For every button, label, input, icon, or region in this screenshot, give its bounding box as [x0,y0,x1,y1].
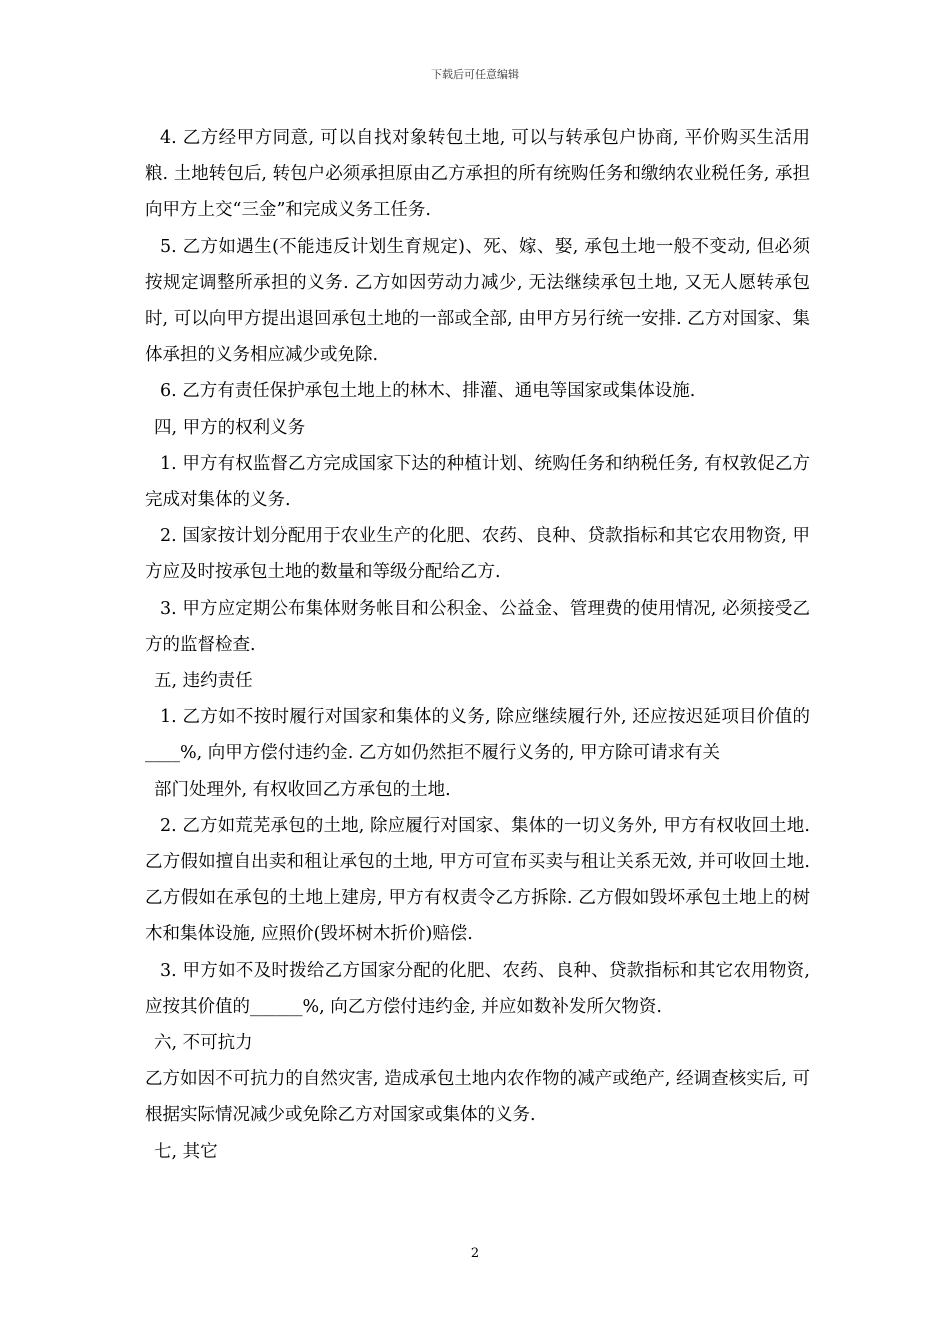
clause-4-1: 1. 甲方有权监督乙方完成国家下达的种植计划、统购任务和纳税任务, 有权敦促乙方完成对集体的义务. [145,453,810,511]
clause-6-body: 乙方如因不可抗力的自然灾害, 造成承包土地内农作物的减产或绝产, 经调查核实后, 可根据实际情况减少或免除乙方对国家或集体的义务. [145,1069,810,1126]
page-header: 下载后可任意编辑 [431,68,519,81]
section-heading-6: 六, 不可抗力 [154,1033,253,1054]
section-heading-4: 四, 甲方的权利义务 [154,417,306,438]
clause-3-5: 5. 乙方如遇生(不能违反计划生育规定)、死、嫁、娶, 承包土地一般不变动, 但必须按规定调整所承担的义务. 乙方如因劳动力减少, 无法继续承包土地, 又无人愿转承包时, 可以向甲方提出退回承包土地的一部或全部, 由甲方另行统一安排. 乙方对国家、集体承担的义务相应减少或免除. [145,236,810,366]
page-number: 2 [470,1246,480,1261]
section-heading-7: 七, 其它 [154,1141,218,1162]
clause-4-2: 2. 国家按计划分配用于农业生产的化肥、农药、良种、贷款指标和其它农用物资, 甲方应及时按承包土地的数量和等级分配给乙方. [145,526,810,583]
document-body [145,120,810,1170]
section-heading-5: 五, 违约责任 [154,671,253,692]
clause-3-6: 6. 乙方有责任保护承包土地上的林木、排灌、通电等国家或集体设施. [160,381,696,402]
clause-5-1: 1. 乙方如不按时履行对国家和集体的义务, 除应继续履行外, 还应按迟延项目价值的____%, 向甲方偿付违约金. 乙方如仍然拒不履行义务的, 甲方除可请求有关 [145,707,810,764]
clause-5-1-continued: 部门处理外, 有权收回乙方承包的土地. [154,779,451,800]
clause-5-3: 3. 甲方如不及时拨给乙方国家分配的化肥、农药、良种、贷款指标和其它农用物资, 应按其价值的______%, 向乙方偿付违约金, 并应如数补发所欠物资. [145,960,810,1017]
clause-5-2: 2. 乙方如荒芜承包的土地, 除应履行对国家、集体的一切义务外, 甲方有权收回土地. 乙方假如擅自出卖和租让承包的土地, 甲方可宣布买卖与租让关系无效, 并可收回土地. 乙方假如在承包的土地上建房, 甲方有权责令乙方拆除. 乙方假如毁坏承包土地上的树木和集体设施, 应照价(毁坏树木折价)赔偿. [145,815,810,945]
clause-4-3: 3. 甲方应定期公布集体财务帐目和公积金、公益金、管理费的使用情况, 必须接受乙方的监督检查. [145,598,810,655]
clause-3-4: 4. 乙方经甲方同意, 可以自找对象转包土地, 可以与转承包户协商, 平价购买生活用粮. 土地转包后, 转包户必须承担原由乙方承担的所有统购任务和缴纳农业税任务, 承担向甲方上交“三金”和完成义务工任务. [145,128,810,221]
